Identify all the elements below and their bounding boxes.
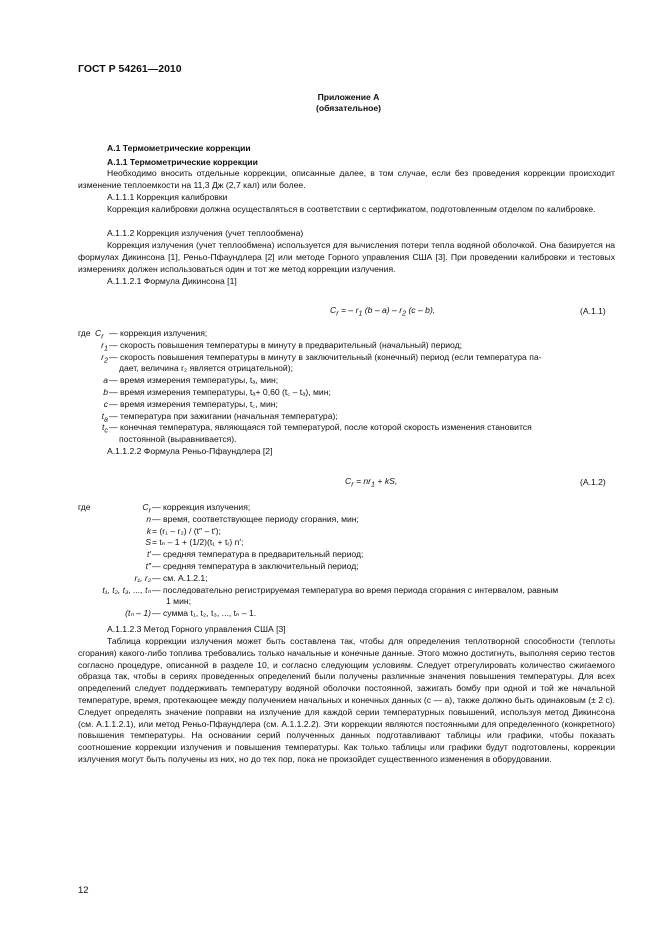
section-heading-a11: А.1.1 Термометрические коррекции: [107, 157, 258, 167]
paragraph-radiation: Коррекция излучения (учет теплообмена) используется для вычисления потери тепла водяной оболочкой. Она базируется на формулах Дикинсона [1], Реньо-Пфаундлера [2] или методе Горного управления США [3]. При проведении калибровки и тестовых измерениях должен использоваться один и тот же метод коррекции излучения.: [78, 240, 615, 274]
definition-item: t₁, t₂, t₃, ..., tₙ — последовательно регистрируемая температура во время периода сгорания с интервалом, равным: [102, 584, 559, 595]
definition-item: a — время измерения температуры, tₐ, мин;: [103, 375, 279, 386]
definition-item-continuation: постоянной (выравнивается).: [119, 434, 237, 445]
definition-item: t″ — средняя температура в заключительный период;: [145, 560, 359, 571]
document-id-header: ГОСТ Р 54261—2010: [78, 63, 182, 75]
paragraph-bureau-of-mines: Таблица коррекции излучения может быть составлена так, чтобы для определения теплотворной способности (теплоты сгорания) какого-либо топлива требовались только начальные и конечные данные. Этого можно достигнуть, выполняя серию тестов согласно процедуре, описанной в разделе 10, и согласно следующим условиям. Следует отрегулировать количество сжигаемого образца так, чтобы в сериях проведенных определений были получены различные значения повышения температуры. Для всех определений следует поддерживать температуру водяной оболочки постоянной, зажигать бомбу при одной и той же начальной температуре, время, протекающее между получением начальных и конечных данных (c — a), также должно быть одинаковым (± 2 с). Следует определять значение поправки на излучение для каждой серии температурных повышений, используя метод Дикинсона (см. А.1.1.2.1), или метод Реньо-Пфаундлера (см. А.1.1.2.2). Эти коррекции являются постоянными для определенного (конкретного) повышения температуры. На основании серий полученных данных подготавливают таблицы или графики, чтобы показать соотношение коррекции излучения и повышения температуры. Как только таблицы или графики будут подготовлены, коррекции излучения могут быть получены из них, но до тех пор, пока не произойдет существенного изменения в оборудовании.: [78, 636, 615, 764]
definition-item: $t_a$ — температура при зажигании (начальная температура);: [101, 410, 338, 424]
definition-item: k = (r₁ – r₂) / (t″ – t′);: [146, 525, 221, 536]
paragraph-intro: Необходимо вносить отдельные коррекции, описанные далее, в том случае, если без проведения коррекции происходит изменение теплоемкости на 11,3 Дж (2,7 кал) или более.: [78, 168, 615, 190]
subsection-heading-a112: А.1.1.2 Коррекция излучения (учет теплообмена): [107, 228, 304, 238]
annex-subtitle: (обязательное): [315, 103, 382, 113]
definition-item: r₁, r₂ — см. А.1.2.1;: [134, 572, 208, 583]
definition-item: $C_r$ — коррекция излучения;: [95, 328, 208, 341]
definition-item: (tₙ – 1) — сумма t₁, t₂, t₃, ..., tₙ – 1.: [125, 608, 257, 619]
paragraph-calibration: Коррекция калибровки должна осуществляться в соответствии с сертификатом, подготовленным отделом по калибровке.: [107, 204, 596, 214]
subsection-heading-a1122: А.1.1.2.2 Формула Реньо-Пфаундлера [2]: [107, 446, 273, 456]
annex-heading: [0, 92, 661, 114]
where-lead-2: где: [78, 502, 91, 512]
definition-item: $r_2$ — скорость повышения температуры в минуту в заключительный (конечный) период (если температура па-: [101, 351, 542, 365]
formula-regnault-pfaundler: $C_r = nr_1$ + kS,: [345, 476, 398, 489]
subsection-heading-a1121: А.1.1.2.1 Формула Дикинсона [1]: [107, 276, 237, 286]
definition-item: c — время измерения температуры, t꜀, мин;: [103, 398, 278, 409]
page-number: 12: [78, 885, 89, 896]
definition-item: t′ — средняя температура в предварительный период;: [147, 549, 364, 560]
where-lead-1: где: [78, 328, 91, 338]
definition-item-continuation: дает, величина r₂ является отрицательной);: [119, 363, 293, 374]
annex-title: Приложение А: [317, 92, 380, 102]
definition-item: $r_1$ — скорость повышения температуры в минуту в предварительный (начальный) период;: [101, 339, 463, 353]
formula-number-a12: (A.1.2): [580, 477, 606, 487]
definition-item: b — время измерения температуры, tₐ+ 0,60 (t꜀ – tₐ), мин;: [103, 386, 331, 397]
definition-item: $C_r$ — коррекция излучения;: [142, 502, 251, 515]
definition-item-continuation: 1 мин;: [166, 596, 192, 607]
definition-item: S = tₙ – 1 + (1/2)(t₁ + tᵣ) n′;: [145, 537, 244, 548]
subsection-heading-a1123: А.1.1.2.3 Метод Горного управления США [3]: [107, 624, 286, 634]
definition-item: n — время, соответствующее периоду сгорания, мин;: [146, 513, 359, 524]
definitions-list-2: [102, 502, 615, 620]
definition-item: $t_c$ — конечная температура, являющаяся той температурой, после которой скорость изменения становится: [102, 422, 532, 436]
formula-number-a11: (A.1.1): [580, 306, 606, 316]
subsection-heading-a111: А.1.1.1 Коррекция калибровки: [107, 192, 228, 202]
definitions-list-1: [95, 328, 615, 446]
formula-dickinson: $C_r$ = – $r_1$ $(b - a) - r_2$ (c – b),: [330, 305, 436, 318]
section-heading-a1: А.1 Термометрические коррекции: [107, 143, 251, 153]
